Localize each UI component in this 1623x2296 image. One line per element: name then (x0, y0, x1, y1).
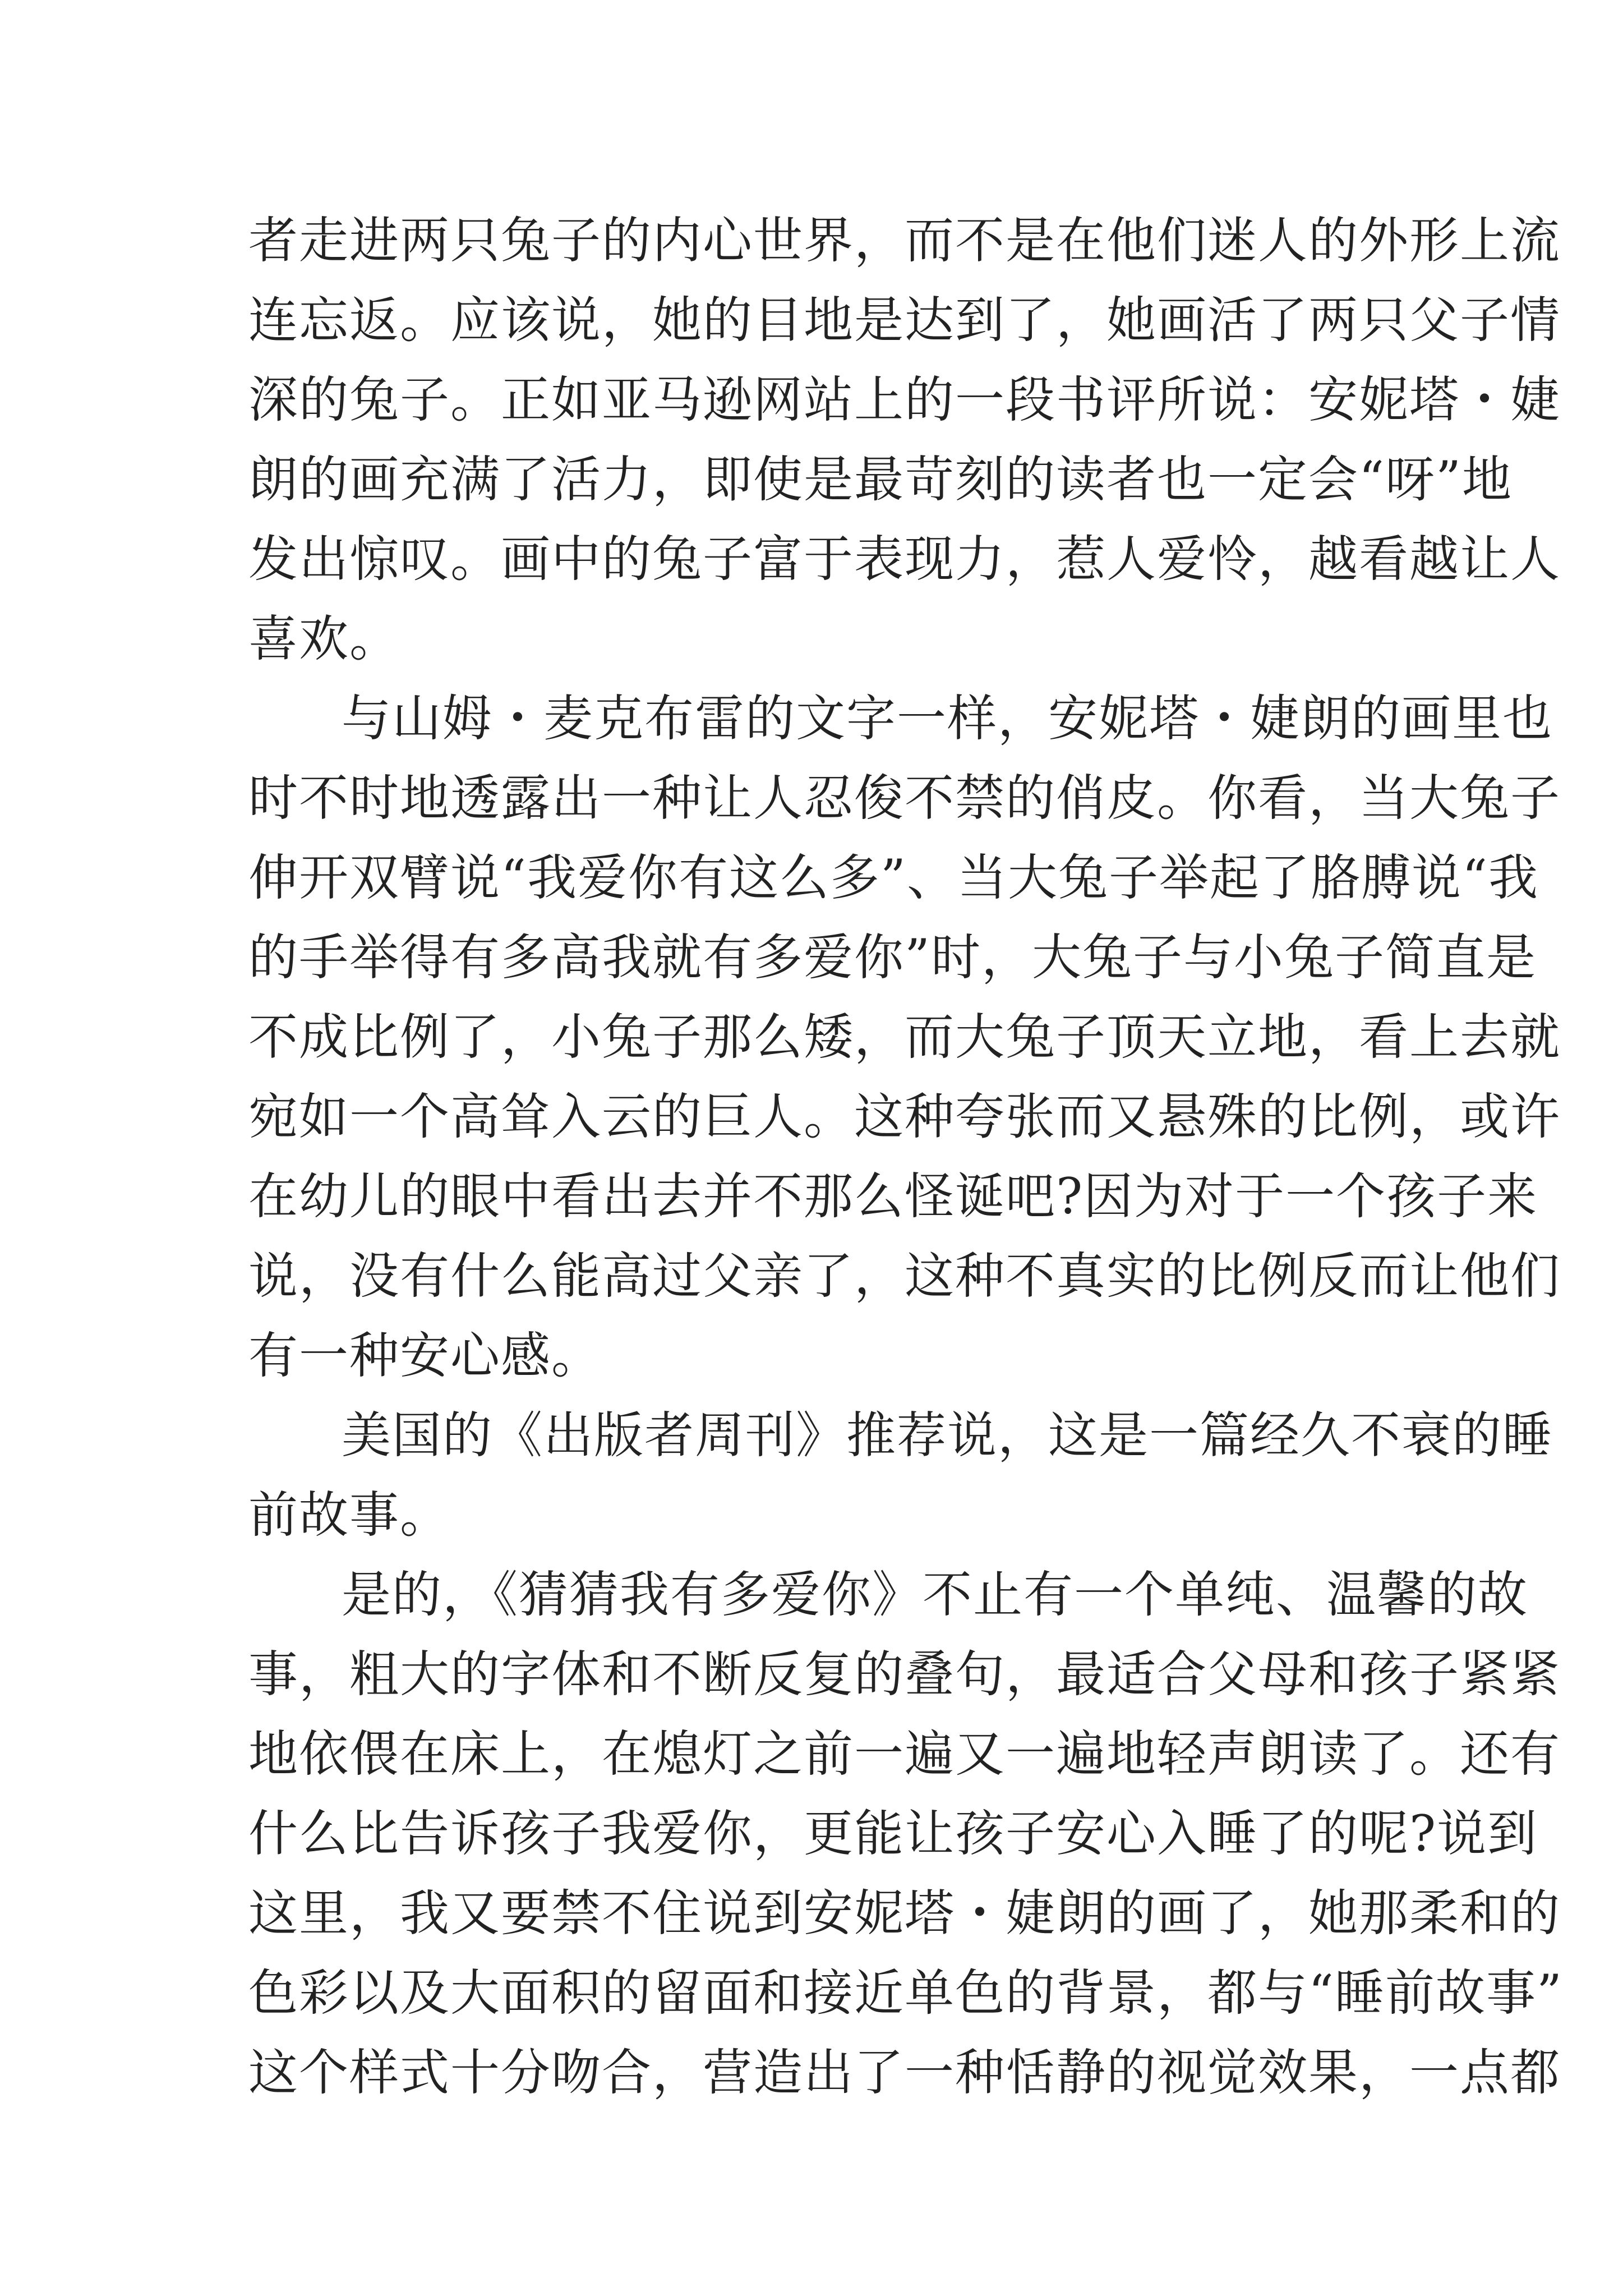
text-line: 说，没有什么能高过父亲了，这种不真实的比例反而让他们 (248, 1247, 1561, 1305)
paragraph-1 (248, 201, 1561, 679)
text-line: 这个样式十分吻合，营造出了一种恬静的视觉效果，一点都 (248, 2044, 1561, 2101)
paragraph-2 (248, 679, 1561, 1396)
paragraph-4 (248, 1555, 1563, 2113)
paragraph-3 (248, 1396, 1553, 1555)
text-line: 者走进两只兔子的内心世界，而不是在他们迷人的外形上流 (248, 211, 1561, 269)
text-line: 在幼儿的眼中看出去并不那么怪诞吧?因为对于一个孩子来 (248, 1167, 1538, 1225)
text-line: 这里，我又要禁不住说到安妮塔・婕朗的画了，她那柔和的 (248, 1884, 1561, 1942)
text-line: 前故事。 (248, 1486, 451, 1544)
text-line: 连忘返。应该说，她的目地是达到了，她画活了两只父子情 (248, 291, 1561, 349)
text-line: 地依偎在床上，在熄灯之前一遍又一遍地轻声朗读了。还有 (248, 1725, 1561, 1783)
text-line: 色彩以及大面积的留面和接近单色的背景，都与“睡前故事” (248, 1964, 1563, 2022)
text-line: 发出惊叹。画中的兔子富于表现力，惹人爱怜，越看越让人 (248, 530, 1561, 588)
body-text (248, 201, 1563, 2113)
text-line: 时不时地透露出一种让人忍俊不禁的俏皮。你看，当大兔子 (248, 769, 1561, 827)
text-line: 喜欢。 (248, 610, 400, 668)
text-line: 朗的画充满了活力，即使是最苛刻的读者也一定会“呀”地 (248, 450, 1513, 508)
text-line: 宛如一个高耸入云的巨人。这种夸张而又悬殊的比例，或许 (248, 1088, 1561, 1145)
text-line: 与山姆・麦克布雷的文字一样，安妮塔・婕朗的画里也 (342, 689, 1553, 747)
text-line: 事，粗大的字体和不断反复的叠句，最适合父母和孩子紧紧 (248, 1645, 1561, 1703)
text-line: 美国的《出版者周刊》推荐说，这是一篇经久不衰的睡 (342, 1406, 1553, 1464)
text-line: 不成比例了，小兔子那么矮，而大兔子顶天立地，看上去就 (248, 1008, 1561, 1066)
text-line: 的手举得有多高我就有多爱你”时，大兔子与小兔子简直是 (248, 928, 1537, 986)
text-line: 伸开双臂说“我爱你有这么多”、当大兔子举起了胳膊说“我 (248, 849, 1539, 907)
text-line: 是的，《猜猜我有多爱你》不止有一个单纯、温馨的故 (342, 1566, 1529, 1623)
text-line: 什么比告诉孩子我爱你，更能让孩子安心入睡了的呢?说到 (248, 1805, 1538, 1862)
text-line: 有一种安心感。 (248, 1327, 602, 1384)
text-line: 深的兔子。正如亚马逊网站上的一段书评所说：安妮塔・婕 (248, 371, 1561, 429)
